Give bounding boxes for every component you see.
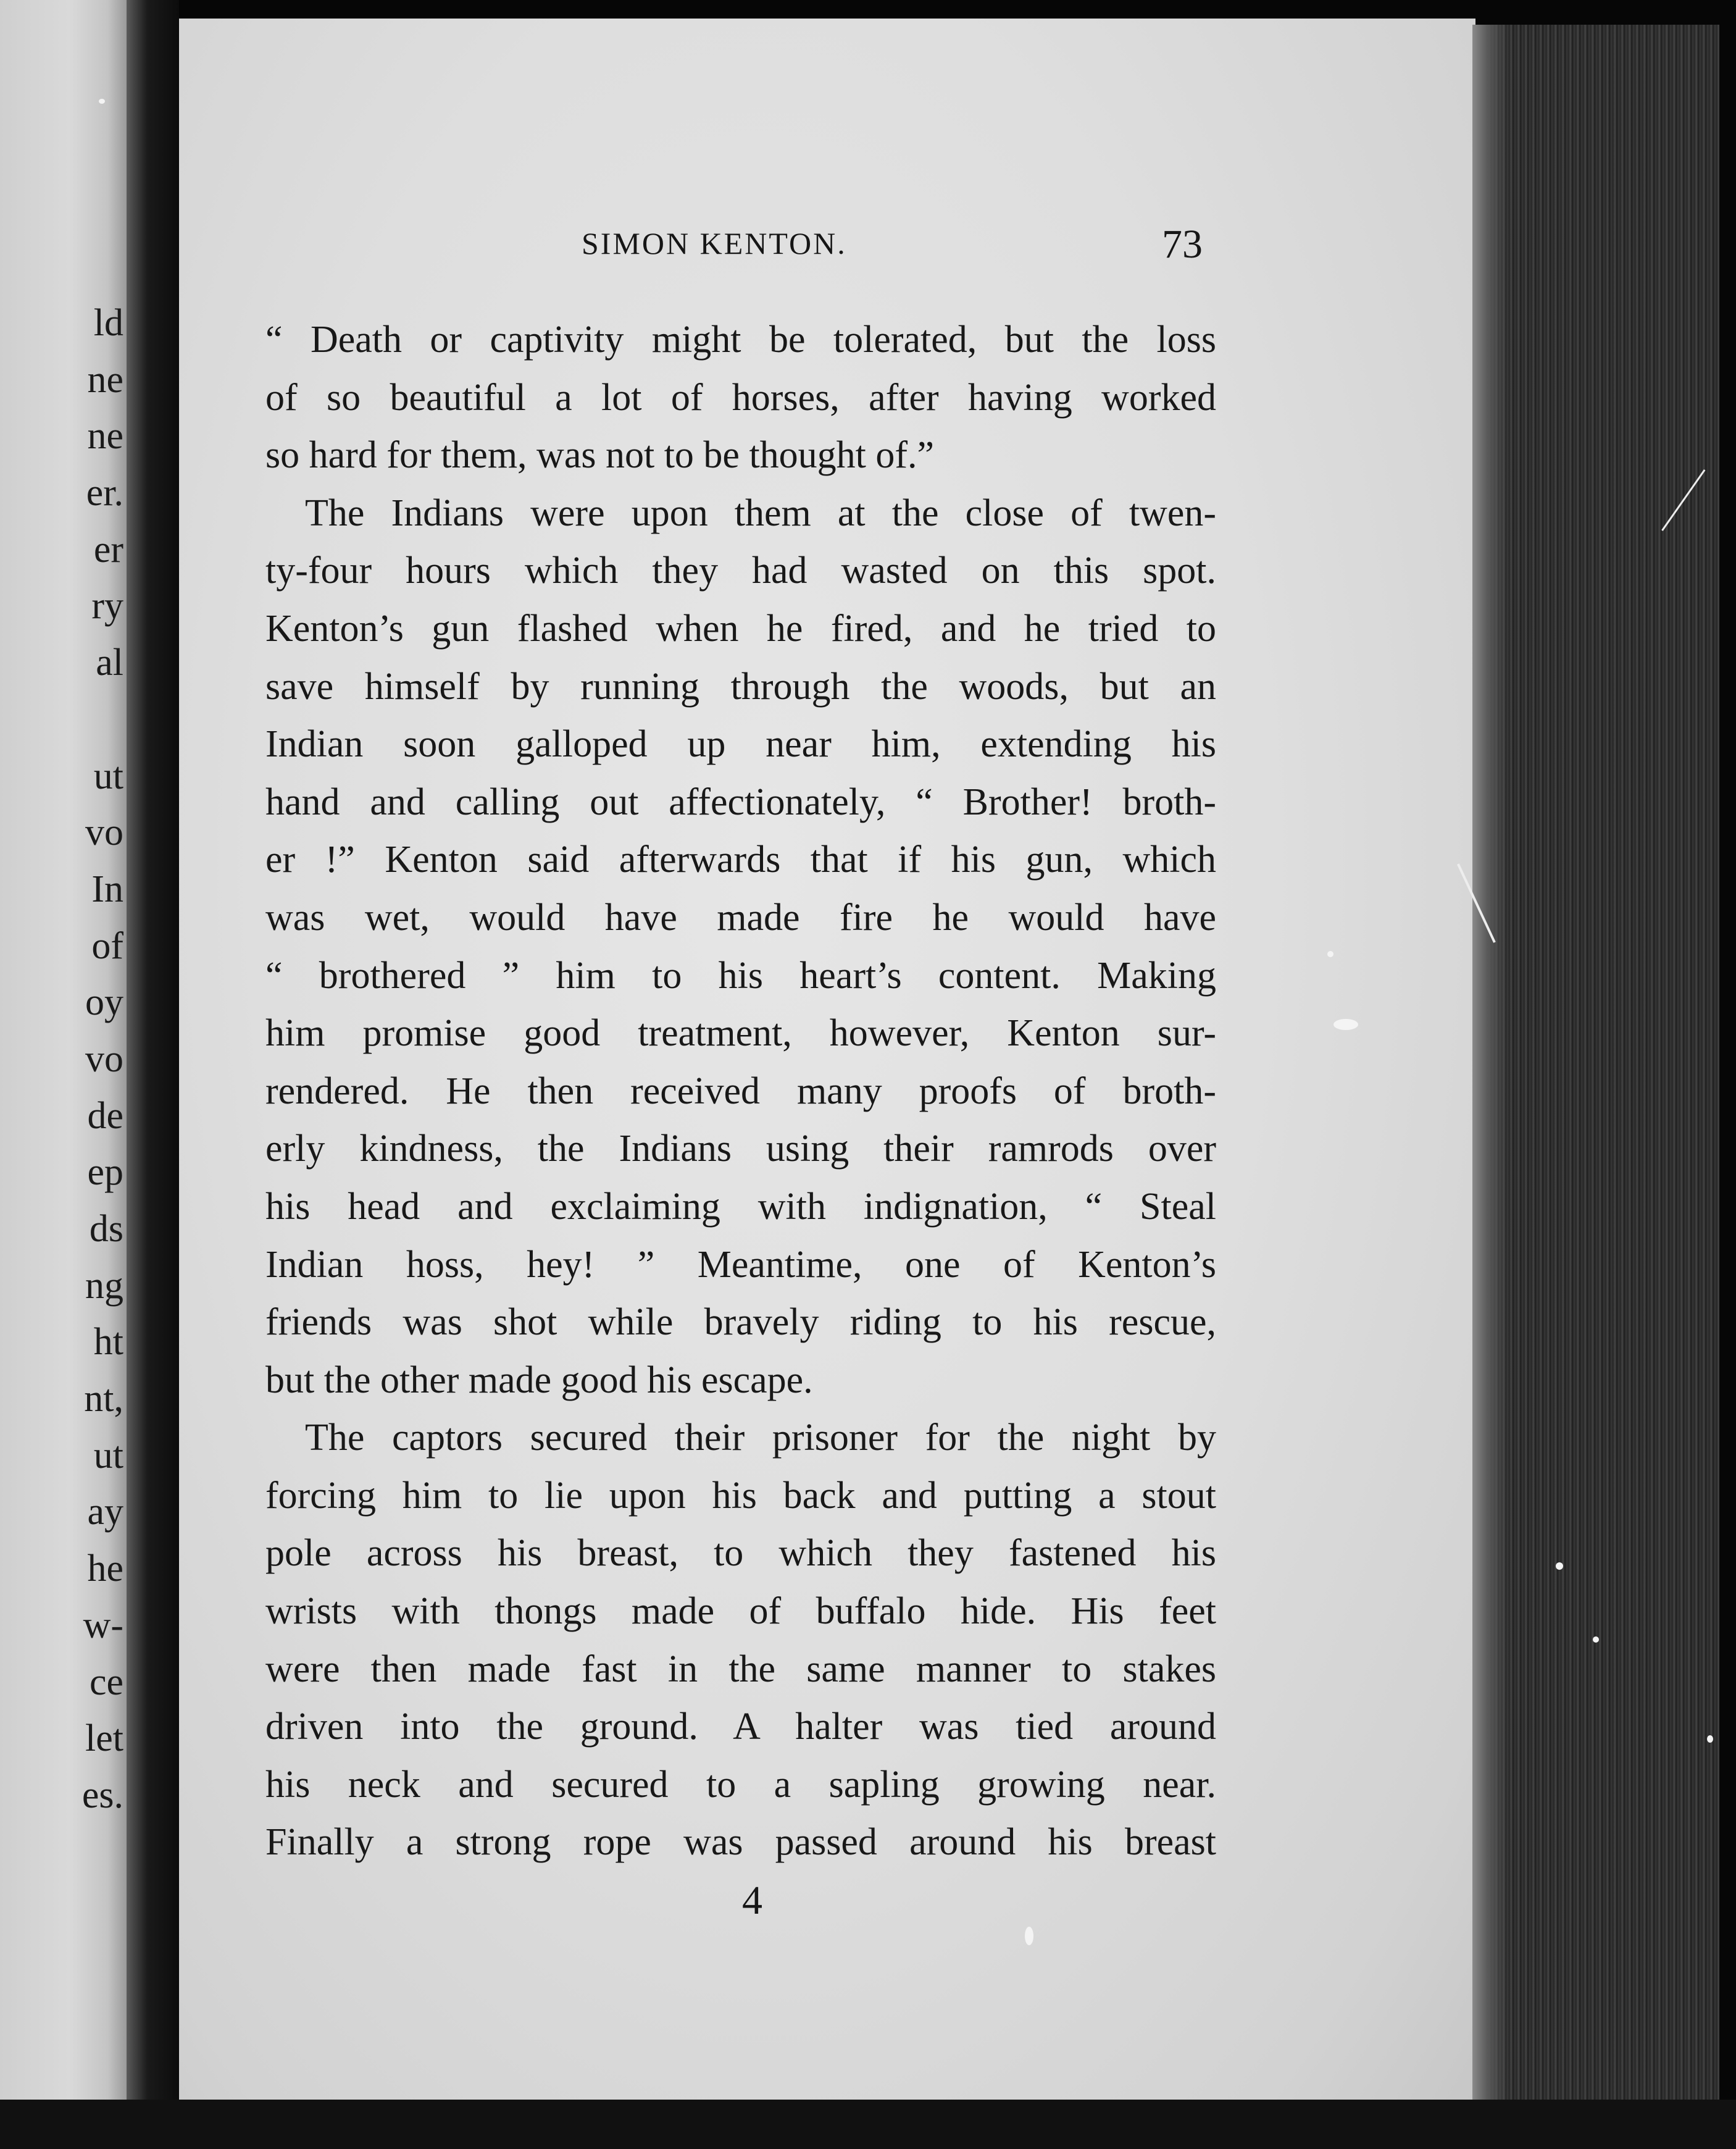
left-page-fragment: al [96,642,123,684]
body-text-line: of so beautiful a lot of horses, after having worked [265,376,1216,419]
left-page-text-fragments [0,295,123,1824]
page-body-text [265,311,1216,1872]
left-page-fragment: vo [85,811,123,854]
body-text-line: him promise good treatment, however, Kenton sur- [265,1012,1216,1055]
book-gutter [127,0,179,2143]
left-page-fragment: ng [85,1264,123,1307]
left-page-fragment: ne [87,358,123,401]
body-text-line: “ brothered ” him to his heart’s content. Making [265,954,1216,997]
left-page-fragment: ds [89,1208,123,1250]
body-text-line: so hard for them, was not to be thought of.” [265,434,935,477]
left-page-fragment: er. [86,472,123,514]
body-text-line: forcing him to lie upon his back and putting a stout [265,1474,1216,1517]
left-page-fragment: nt, [84,1378,123,1420]
left-page-fragment: ay [87,1491,123,1533]
scan-speck [1593,1636,1599,1643]
left-page-fragment: ry [91,585,123,627]
page-number: 73 [1162,222,1203,267]
body-text-line: wrists with thongs made of buffalo hide. His feet [265,1590,1216,1633]
body-text-line: hand and calling out affectionately, “ Brother! broth- [265,781,1216,823]
body-text-line: The Indians were upon them at the close of twen- [305,492,1216,534]
scan-speck [1707,1735,1713,1743]
page-edges-highlight [1472,25,1509,2112]
left-page-fragment: ut [93,1434,123,1477]
body-text-line: friends was shot while bravely riding to his rescue, [265,1301,1216,1344]
body-text-line: save himself by running through the woods, but an [265,665,1216,708]
scan-speck [99,99,105,104]
left-page-fragment: he [87,1548,123,1590]
body-text-line: were then made fast in the same manner to stakes [265,1648,1216,1690]
body-text-line: rendered. He then received many proofs of broth- [265,1070,1216,1112]
left-page-fragment: er [93,528,123,571]
left-page-fragment: ld [93,302,123,344]
scan-speck [1327,951,1333,957]
body-text-line: was wet, would have made fire he would have [265,896,1216,939]
left-page-fragment: ep [87,1151,123,1194]
left-page-fragment: vo [85,1037,123,1080]
body-text-line: driven into the ground. A halter was tied around [265,1706,1216,1748]
page-edges [1472,25,1719,2112]
body-text-line: erly kindness, the Indians using their ramrods over [265,1128,1216,1170]
scan-speck [1556,1562,1563,1570]
left-page-fragment: ne [87,415,123,458]
body-text-line: Indian soon galloped up near him, extending his [265,723,1216,766]
left-page-fragment: w- [83,1604,123,1646]
left-facing-page [0,0,127,2143]
left-page-fragment: es. [81,1774,123,1816]
body-text-line: ty-four hours which they had wasted on this spot. [265,550,1216,592]
body-text-line: but the other made good his escape. [265,1359,813,1401]
left-page-fragment: ce [89,1661,123,1703]
signature-mark: 4 [742,1878,762,1923]
left-page-fragment: ut [93,755,123,797]
body-text-line: Indian hoss, hey! ” Meantime, one of Kenton’s [265,1243,1216,1286]
scan-bottom-border [0,2100,1736,2149]
scan-speck [1025,1927,1033,1945]
body-text-line: his head and exclaiming with indignation, “ Steal [265,1185,1216,1228]
body-text-line: his neck and secured to a sapling growing near. [265,1763,1216,1806]
left-page-fragment: In [91,868,123,910]
left-page-fragment: let [85,1717,123,1760]
left-page-fragment: of [91,924,123,967]
body-text-line: pole across his breast, to which they fastened his [265,1532,1216,1575]
body-text-line: The captors secured their prisoner for the night by [305,1417,1216,1459]
left-page-fragment: oy [85,981,123,1024]
body-text-line: Finally a strong rope was passed around his breast [265,1821,1216,1864]
body-text-line: er !” Kenton said afterwards that if his gun, which [265,839,1216,881]
running-head: SIMON KENTON. [582,226,847,261]
body-text-line: “ Death or captivity might be tolerated, but the loss [265,319,1216,361]
scan-speck [1333,1019,1358,1030]
left-page-fragment: de [87,1094,123,1137]
left-page-fragment [0,692,123,748]
left-page-fragment: ht [93,1321,123,1364]
body-text-line: Kenton’s gun flashed when he fired, and he tried to [265,607,1216,650]
